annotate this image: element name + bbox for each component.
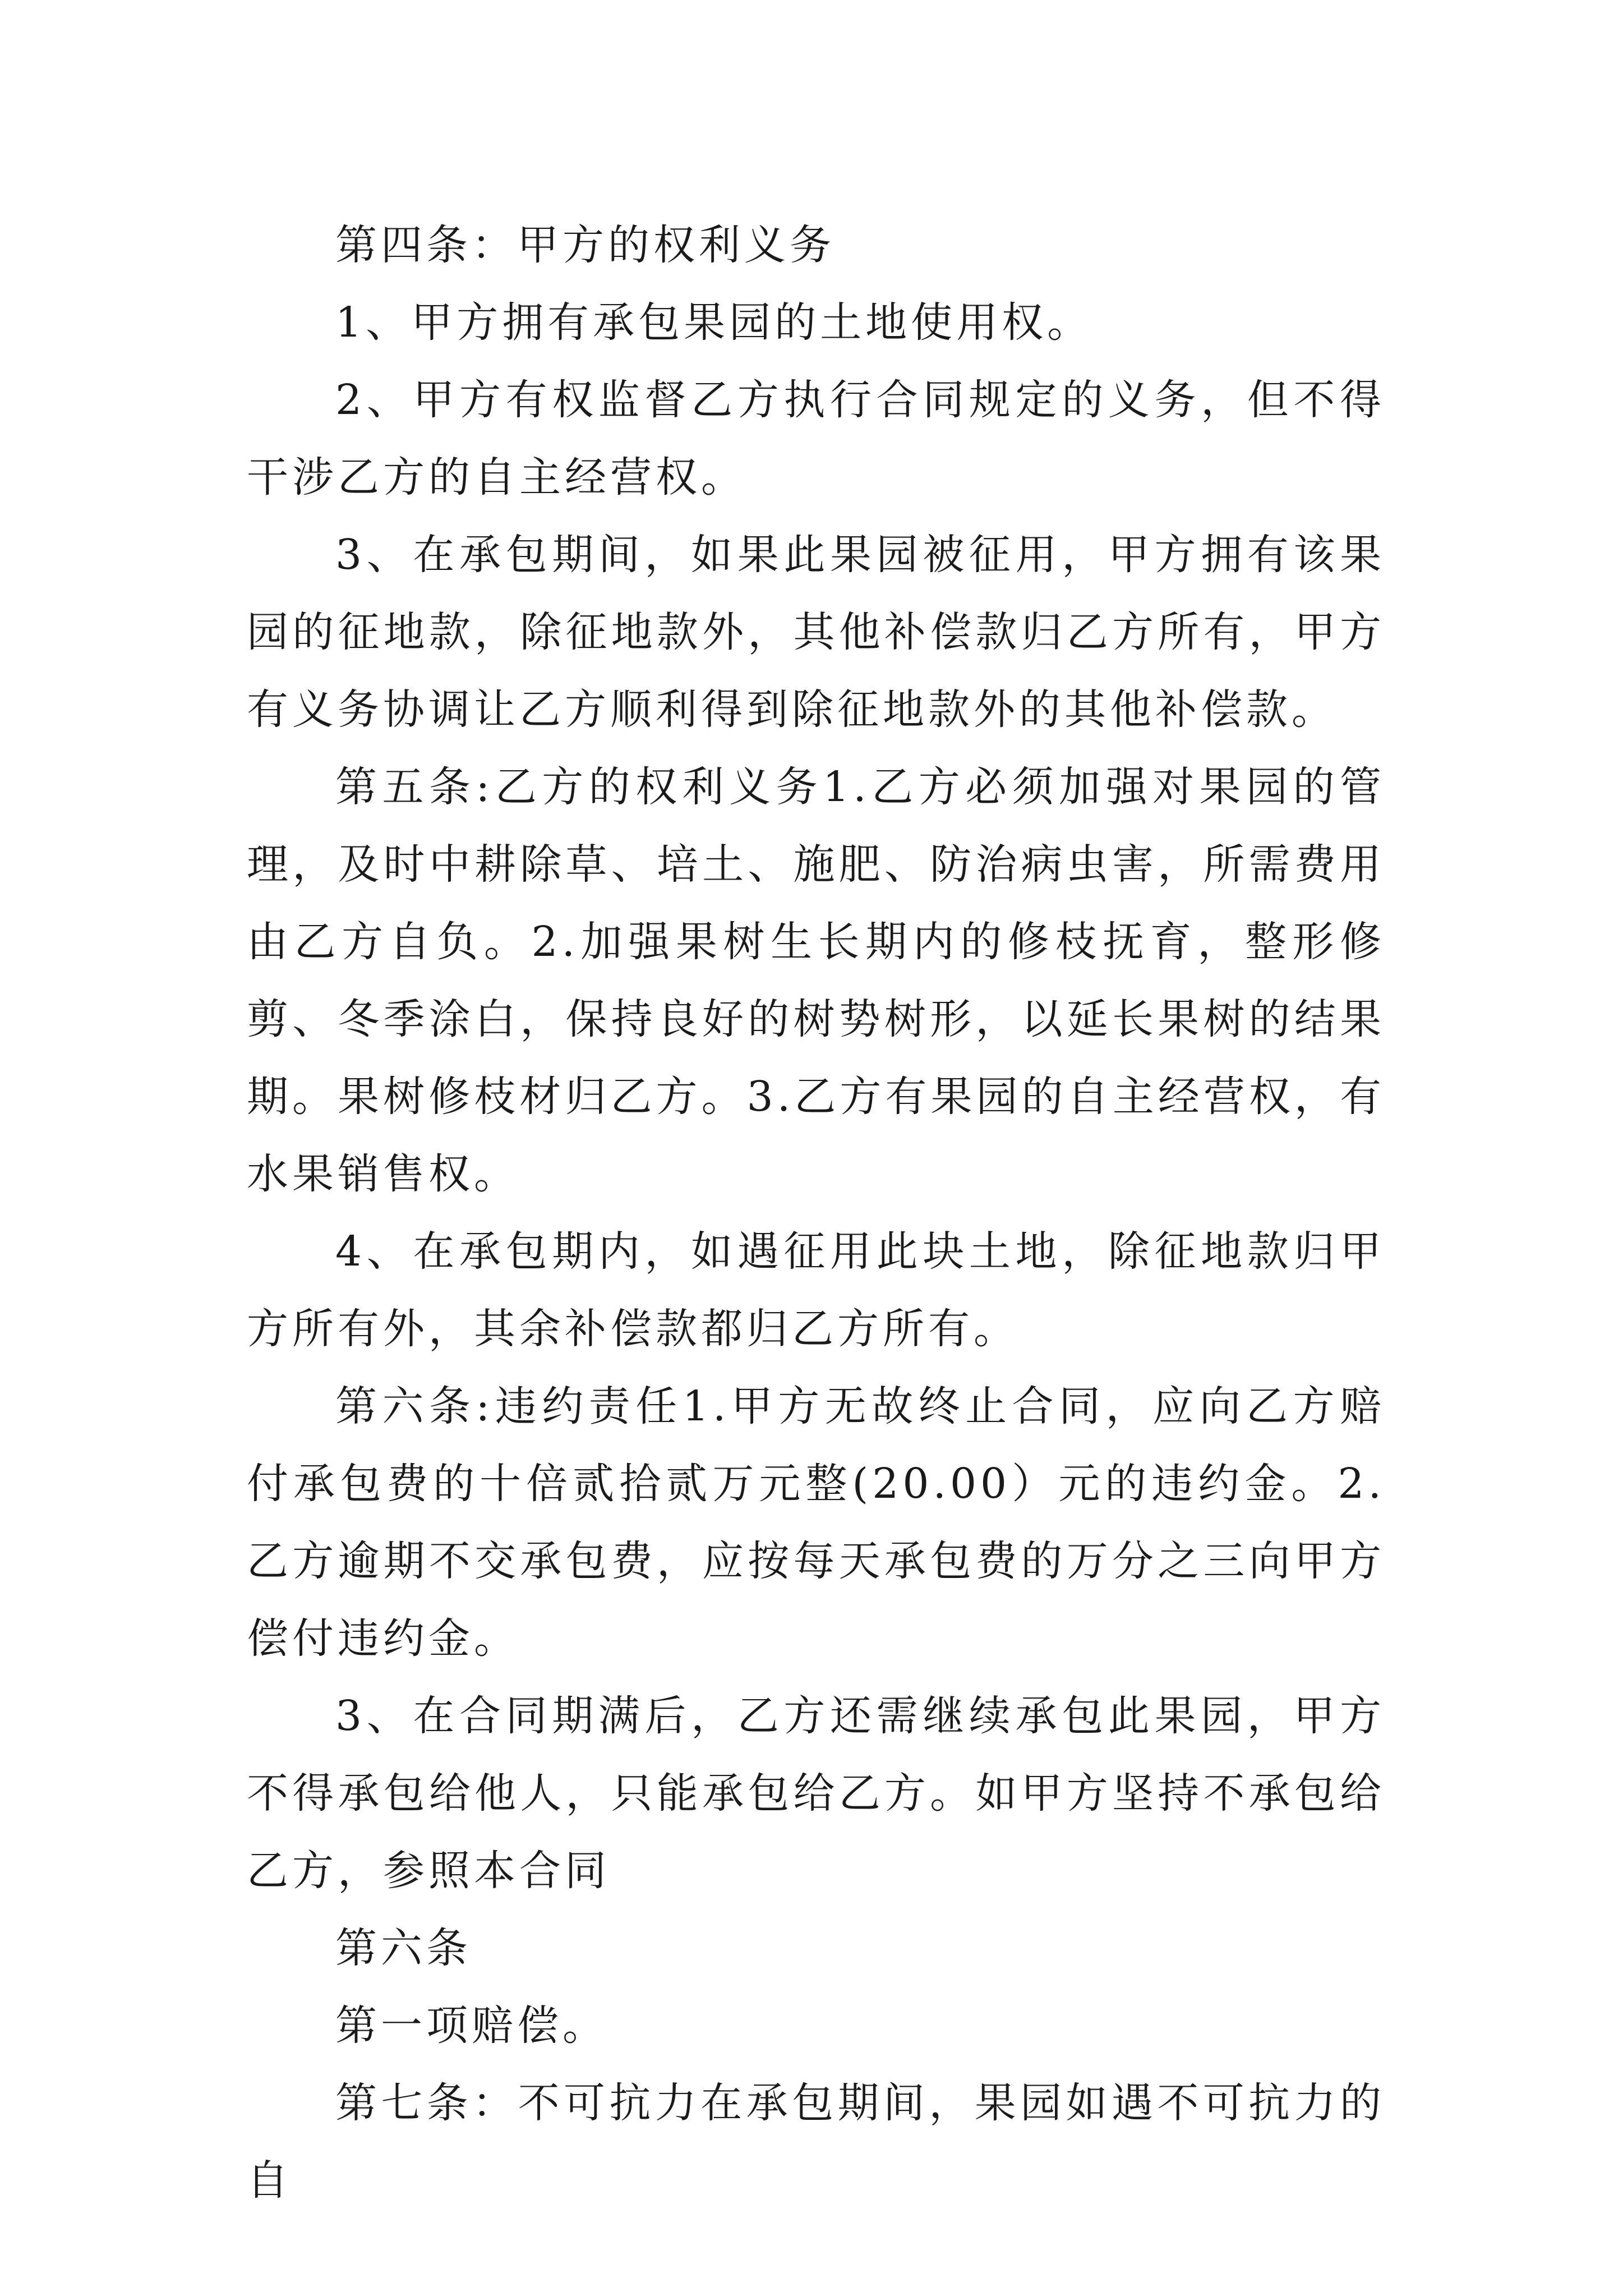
article-6-paragraph: 第六条:违约责任1.甲方无故终止合同，应向乙方赔付承包费的十倍贰拾贰万元整(20.00）元的违约金。2.乙方逾期不交承包费，应按每天承包费的万分之三向甲方偿付违约金。	[247, 1382, 1385, 1663]
clause-paragraph: 2、甲方有权监督乙方执行合同规定的义务，但不得干涉乙方的自主经营权。	[247, 376, 1385, 501]
clause-paragraph: 3、在承包期间，如果此果园被征用，甲方拥有该果园的征地款，除征地款外，其他补偿款归乙方所有，甲方有义务协调让乙方顺利得到除征地款外的其他补偿款。	[247, 531, 1385, 734]
document-body	[247, 206, 1385, 2219]
article-7-paragraph: 第七条：不可抗力在承包期间，果园如遇不可抗力的自	[247, 2079, 1385, 2205]
clause-paragraph: 3、在合同期满后，乙方还需继续承包此果园，甲方不得承包给他人，只能承包给乙方。如甲方坚持不承包给乙方，参照本合同	[247, 1692, 1385, 1895]
clause-paragraph: 第一项赔偿。	[335, 2001, 608, 2050]
article-5-paragraph: 第五条:乙方的权利义务1.乙方必须加强对果园的管理，及时中耕除草、培土、施肥、防治病虫害，所需费用由乙方自负。2.加强果树生长期内的修枝抚育，整形修剪、冬季涂白，保持良好的树势树形，以延长果树的结果期。果树修枝材归乙方。3.乙方有果园的自主经营权，有水果销售权。	[247, 763, 1385, 1198]
clause-paragraph: 4、在承包期内，如遇征用此块土地，除征地款归甲方所有外，其余补偿款都归乙方所有。	[247, 1227, 1385, 1353]
section-heading-article-6: 第六条	[335, 1924, 472, 1972]
clause-paragraph: 1、甲方拥有承包果园的土地使用权。	[335, 298, 1093, 347]
section-heading-article-4: 第四条：甲方的权利义务	[335, 221, 835, 269]
